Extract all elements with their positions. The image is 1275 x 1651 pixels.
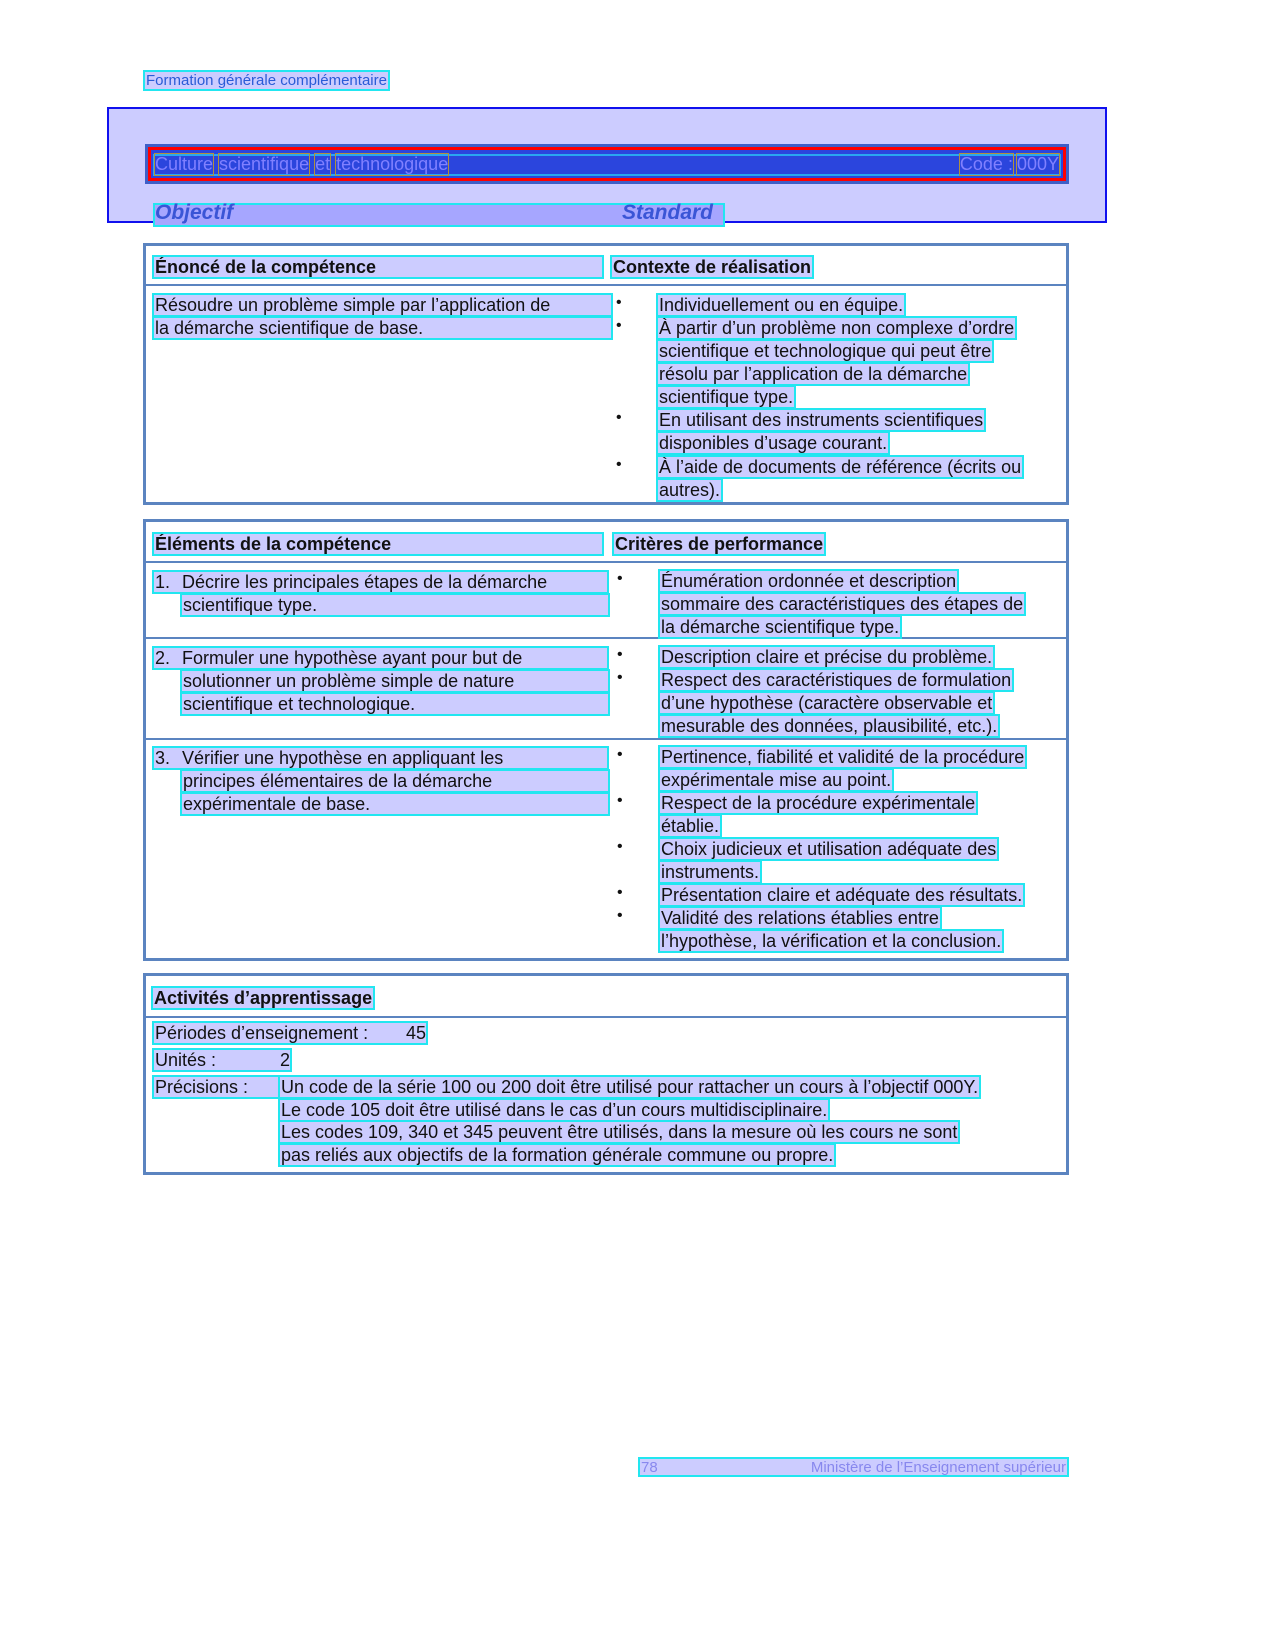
code-value: 000Y (1016, 154, 1059, 174)
critere-line: Respect de la procédure expérimentale (661, 793, 976, 813)
criteres-heading: Critères de performance (615, 534, 824, 554)
precisions-line: Les codes 109, 340 et 345 peuvent être utilisés, dans la mesure où les cours ne sont (281, 1122, 958, 1142)
element-line: solutionner un problème simple de nature (182, 671, 608, 691)
bullet-icon: • (617, 646, 623, 663)
title-word: Culture (155, 154, 214, 174)
section-header: Formation générale complémentaire (146, 72, 387, 89)
bullet-icon: • (616, 317, 622, 334)
element-line: expérimentale de base. (182, 794, 608, 814)
contexte-line: autres). (659, 480, 721, 500)
title-bar (145, 144, 1069, 184)
critere-line: instruments. (661, 862, 760, 882)
element-line: Vérifier une hypothèse en appliquant les (154, 748, 607, 768)
contexte-line: Individuellement ou en équipe. (659, 295, 904, 315)
bullet-icon: • (617, 570, 623, 587)
objectif-label: Objectif (155, 201, 234, 224)
unites-row (154, 1050, 290, 1070)
bullet-icon: • (616, 456, 622, 473)
critere-line: Respect des caractéristiques de formulation (661, 670, 1012, 690)
bullet-icon: • (617, 907, 623, 924)
critere-line: d’une hypothèse (caractère observable et (661, 693, 993, 713)
bullet-icon: • (617, 838, 623, 855)
contexte-line: scientifique et technologique qui peut être (659, 341, 992, 361)
bullet-icon: • (617, 746, 623, 763)
periodes-row (154, 1023, 426, 1043)
contexte-line: À l’aide de documents de référence (écrits ou (659, 457, 1022, 477)
unites-value: 2 (280, 1050, 291, 1070)
critere-line: l’hypothèse, la vérification et la conclusion. (661, 931, 1002, 951)
periodes-value: 45 (406, 1023, 427, 1043)
element-number: 2. (155, 648, 171, 668)
ministry-name: Ministère de l’Enseignement supérieur (810, 1459, 1066, 1476)
title-word: technologique (336, 154, 449, 174)
element-number: 1. (155, 572, 171, 592)
contexte-line: À partir d’un problème non complexe d’ordre (659, 318, 1015, 338)
element-line: principes élémentaires de la démarche (182, 771, 608, 791)
critere-line: Validité des relations établies entre (661, 908, 939, 928)
element-number: 3. (155, 748, 171, 768)
bullet-icon: • (616, 294, 622, 311)
critere-line: mesurable des données, plausibilité, etc.). (661, 716, 998, 736)
elements-heading: Éléments de la compétence (154, 534, 602, 554)
critere-line: Description claire et précise du problème. (661, 647, 993, 667)
enonce-line: la démarche scientifique de base. (154, 318, 611, 338)
precisions-line: pas reliés aux objectifs de la formation générale commune ou propre. (281, 1145, 834, 1165)
contexte-line: scientifique type. (659, 387, 794, 407)
element-line: scientifique et technologique. (182, 694, 608, 714)
activites-heading: Activités d’apprentissage (154, 988, 373, 1008)
critere-line: la démarche scientifique type. (661, 617, 900, 637)
footer (640, 1459, 1067, 1475)
critere-line: Énumération ordonnée et description (661, 571, 957, 591)
critere-line: établie. (661, 816, 720, 836)
enonce-heading: Énoncé de la compétence (154, 257, 602, 277)
critere-line: sommaire des caractéristiques des étapes de (661, 594, 1024, 614)
objective-banner (107, 107, 1107, 223)
title-word: scientifique (219, 154, 310, 174)
contexte-line: résolu par l’application de la démarche (659, 364, 968, 384)
bullet-icon: • (617, 884, 623, 901)
element-line: Décrire les principales étapes de la démarche (154, 572, 607, 592)
contexte-heading: Contexte de réalisation (613, 257, 812, 277)
page-number: 78 (641, 1459, 658, 1476)
code-label: Code : (959, 154, 1013, 174)
precisions-line: Le code 105 doit être utilisé dans le cas d’un cours multidisciplinaire. (281, 1100, 828, 1120)
contexte-line: disponibles d’usage courant. (659, 433, 888, 453)
bullet-icon: • (617, 792, 623, 809)
precisions-label: Précisions : (154, 1077, 278, 1097)
critere-line: Pertinence, fiabilité et validité de la procédure (661, 747, 1025, 767)
title-word: et (315, 154, 331, 174)
contexte-line: En utilisant des instruments scientifiques (659, 410, 984, 430)
precisions-line: Un code de la série 100 ou 200 doit être utilisé pour rattacher un cours à l’objectif 000Y. (281, 1077, 979, 1097)
bullet-icon: • (616, 409, 622, 426)
standard-label: Standard (622, 201, 714, 224)
critere-line: Choix judicieux et utilisation adéquate des (661, 839, 997, 859)
enonce-line: Résoudre un problème simple par l’application de (154, 295, 611, 315)
element-line: Formuler une hypothèse ayant pour but de (154, 648, 607, 668)
unites-label: Unités : (155, 1050, 217, 1070)
bullet-icon: • (617, 669, 623, 686)
critere-line: Présentation claire et adéquate des résultats. (661, 885, 1023, 905)
element-line: scientifique type. (182, 595, 608, 615)
critere-line: expérimentale mise au point. (661, 770, 892, 790)
periodes-label: Périodes d’enseignement : (155, 1023, 369, 1043)
